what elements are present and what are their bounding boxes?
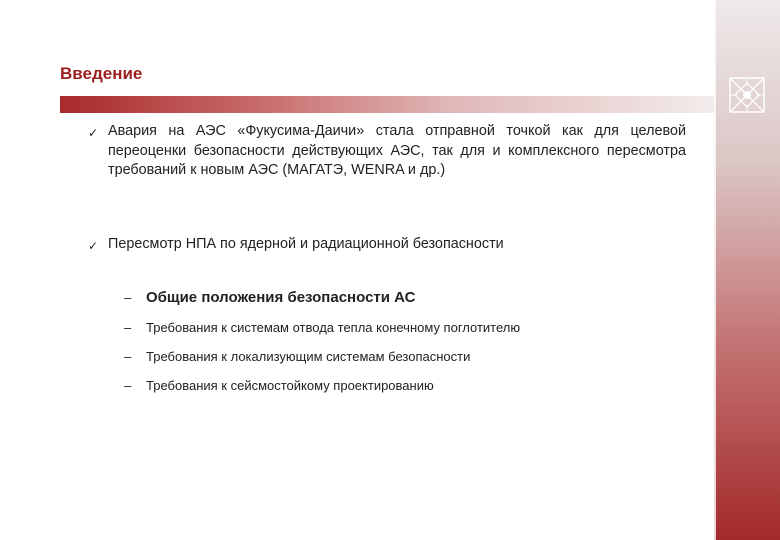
dash-marker: –: [124, 290, 132, 305]
bullet-point-2: Пересмотр НПА по ядерной и радиационной безопасности: [108, 236, 504, 252]
subpoint-4: Требования к сейсмостойкому проектированию: [146, 378, 434, 393]
checkmark-icon: ✓: [88, 239, 99, 253]
subpoint-2: Требования к системам отвода тепла конечному поглотителю: [146, 320, 521, 335]
bullet-point-1: Авария на АЭС «Фукусима-Даичи» стала отправной точкой как для целевой переоценки безопасности действующих АЭС, так для и комплексного пересмотра требований к новым АЭС (МАГАТЭ, WENRA и др.): [108, 123, 686, 178]
subpoint-3: Требования к локализующим системам безопасности: [146, 349, 471, 364]
checkmark-icon: ✓: [88, 126, 99, 140]
title-underline-bar: [60, 96, 714, 113]
emblem-icon: [729, 77, 765, 113]
dash-marker: –: [124, 349, 132, 364]
subpoint-1: Общие положения безопасности АС: [146, 289, 416, 306]
dash-marker: –: [124, 320, 132, 335]
slide-title: Введение: [60, 64, 143, 83]
dash-marker: –: [124, 378, 132, 393]
